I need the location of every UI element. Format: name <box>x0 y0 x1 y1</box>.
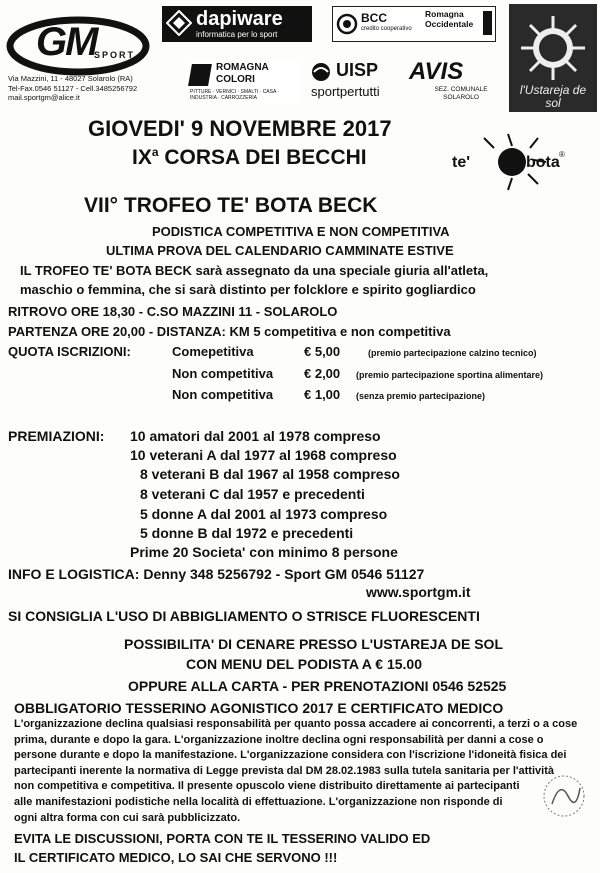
address-line: Via Mazzini, 11 - 48027 Solarolo (RA) <box>8 74 133 83</box>
quota-label: QUOTA ISCRIZIONI: <box>8 344 131 359</box>
tower-icon <box>483 11 492 35</box>
uisp-tag: sportpertutti <box>311 84 380 99</box>
disclaimer-line: L'organizzazione declina qualsiasi responsabilità per quanto possa accadere ai concorrenti, a terzi o a cose <box>14 718 578 730</box>
rc-tag: PITTURE · VERNICI · SMALTI · CASA · INDUSTRIA · CARROZZERIA <box>190 89 280 101</box>
quota-note: (premio partecipazione calzino tecnico) <box>368 348 537 358</box>
gm-logo-text: GM <box>36 20 97 64</box>
corsa-number: IX <box>132 146 152 169</box>
bcc-sub: credito cooperativo <box>361 26 412 32</box>
uisp-name: UISP <box>336 60 379 80</box>
footer-line-2: IL CERTIFICATO MEDICO, LO SAI CHE SERVONO !!! <box>14 850 338 865</box>
signature-stamp <box>540 770 588 826</box>
quota-price: € 1,00 <box>304 387 341 402</box>
dapiware-logo <box>162 6 312 42</box>
premiazione-item: 5 donne B dal 1972 e precedenti <box>140 525 354 541</box>
info-logistica: INFO E LOGISTICA: Denny 348 5256792 - Sport GM 0546 51127 <box>8 566 425 582</box>
cena-line-2: CON MENU DEL PODISTA A € 15.00 <box>186 656 422 672</box>
tebota-suffix: bota <box>526 154 560 171</box>
quota-price: € 5,00 <box>304 344 341 359</box>
rc-name-1: ROMAGNA <box>216 62 269 73</box>
cena-line-3: OPPURE ALLA CARTA - PER PRENOTAZIONI 0546 52525 <box>128 678 507 694</box>
quota-note: (premio partecipazione sportina alimentare) <box>356 370 544 380</box>
dapiware-name: dapiware <box>196 8 283 30</box>
uisp-logo <box>309 60 401 104</box>
cena-line-1: POSSIBILITA' DI CENARE PRESSO L'USTAREJA DE SOL <box>124 636 503 652</box>
address-line: mail.sportgm@alice.it <box>8 93 80 102</box>
premiazione-item: 8 veterani B dal 1967 al 1958 compreso <box>140 466 400 482</box>
corsa-superscript: a <box>151 145 159 159</box>
paint-icon <box>188 64 212 86</box>
tebota-logo <box>446 132 566 192</box>
quota-note: (senza premio partecipazione) <box>356 391 486 401</box>
disclaimer-line: ogni altra forma con cui sarà pubblicizzato. <box>14 811 241 824</box>
abbigliamento-note: SI CONSIGLIA L'USO DI ABBIGLIAMENTO O STRISCE FLUORESCENTI <box>8 608 480 624</box>
gm-sport-logo <box>6 12 156 82</box>
bcc-logo <box>332 6 496 42</box>
dapiware-tag: informatica per lo sport <box>196 30 278 39</box>
subtitle-competitiva: PODISTICA COMPETITIVA E NON COMPETITIVA <box>152 224 450 239</box>
address-block <box>8 74 137 103</box>
tebota-prefix: te' <box>452 154 471 171</box>
ustareja-name: l'Ustareja de sol <box>519 83 587 110</box>
disclaimer-line: non competitiva e competitiva. Il presente opuscolo viene distribuito direttamente ai partecipanti <box>14 780 520 793</box>
premiazione-item: 8 veterani C dal 1957 e precedenti <box>140 486 365 502</box>
gm-logo-sport: SPORT <box>94 50 136 60</box>
romagna-colori-logo <box>186 60 300 104</box>
avis-tag: SEZ. COMUNALE SOLAROLO <box>434 86 488 101</box>
premiazioni-label: PREMIAZIONI: <box>8 428 105 444</box>
rc-name-2: COLORI <box>216 74 255 85</box>
address-line: Tel-Fax.0546 51127 - Cell.3485256792 <box>8 83 138 93</box>
premiazione-item: 5 donne A dal 2001 al 1973 compreso <box>140 506 388 522</box>
avis-name: AVIS <box>409 58 464 85</box>
quota-type: Non competitiva <box>172 387 274 402</box>
disclaimer-line: partecipanti inerente la normativa di Legge prevista dal DM 28.02.1983 sulla tutela sanitaria per l'attività <box>14 764 554 777</box>
subtitle-calendario: ULTIMA PROVA DEL CALENDARIO CAMMINATE ESTIVE <box>106 243 454 258</box>
trofeo-title: VII° TROFEO TE' BOTA BECK <box>84 194 378 217</box>
premiazione-item: Prime 20 Societa' con minimo 8 persone <box>130 544 398 560</box>
partenza: PARTENZA ORE 20,00 - DISTANZA: KM 5 competitiva e non competitiva <box>8 324 451 339</box>
obbligatorio-note: OBBLIGATORIO TESSERINO AGONISTICO 2017 E CERTIFICATO MEDICO <box>14 700 504 716</box>
avis-logo <box>409 60 499 104</box>
disclaimer-line: alle manifestazioni podistiche nella località di effettuazione. L'organizzazione non risponde di <box>14 795 503 808</box>
premiazione-item: 10 veterani A dal 1977 al 1968 compreso <box>130 447 397 463</box>
quota-type: Non competitiva <box>172 366 274 381</box>
tebota-registered: ® <box>559 150 565 159</box>
trofeo-description-1: IL TROFEO TE' BOTA BECK sarà assegnato da una speciale giuria all'atleta, <box>20 263 489 278</box>
event-date: GIOVEDI' 9 NOVEMBRE 2017 <box>88 116 392 141</box>
quota-price: € 2,00 <box>304 366 341 381</box>
trofeo-description-2: maschio o femmina, che si sarà distinto per folcklore e spirito gogliardico <box>20 282 476 297</box>
ritrovo: RITROVO ORE 18,30 - C.SO MAZZINI 11 - SOLAROLO <box>8 304 338 319</box>
bcc-region: Romagna Occidentale <box>425 9 474 29</box>
bcc-name: BCC <box>361 11 387 25</box>
corsa-title <box>132 145 367 170</box>
quota-type: Comepetitiva <box>172 344 254 359</box>
disclaimer-line: persone durante e dopo la manifestazione. L'organizzazione considera con l'iscrizione l'idoneità fisica dei <box>14 749 567 762</box>
disclaimer-line: prima, durante e dopo la gara. L'organizzazione inoltre declina ogni responsabilità per danni a cose o <box>14 733 544 746</box>
website-link[interactable]: www.sportgm.it <box>366 584 471 600</box>
disclaimer <box>14 717 594 826</box>
corsa-name: CORSA DEI BECCHI <box>164 146 367 169</box>
ustareja-logo <box>509 4 597 112</box>
premiazione-item: 10 amatori dal 2001 al 1978 compreso <box>130 428 381 444</box>
footer-line-1: EVITA LE DISCUSSIONI, PORTA CON TE IL TESSERINO VALIDO ED <box>14 831 431 846</box>
